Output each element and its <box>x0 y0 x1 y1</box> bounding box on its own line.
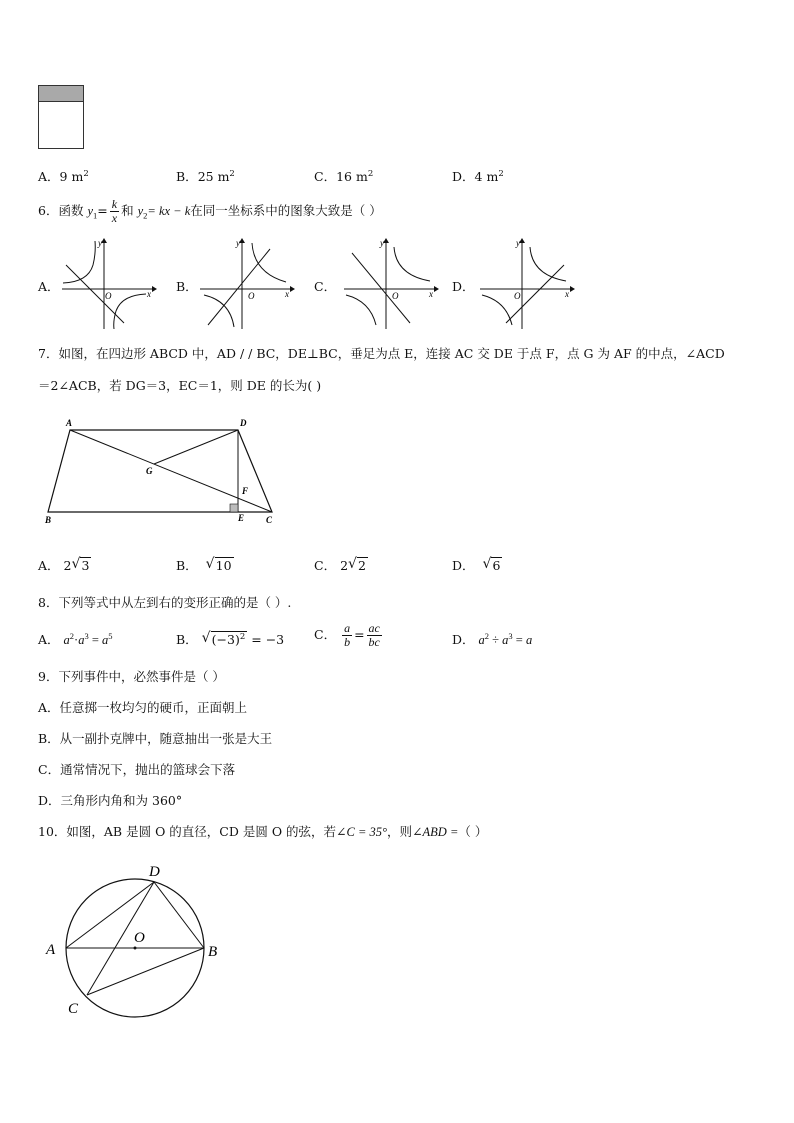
q6-option-c-label[interactable]: C． <box>314 279 337 294</box>
q7-option-a[interactable]: A． 2√ 3 <box>38 556 91 574</box>
q7-label-a: A <box>66 418 73 428</box>
q7-quadrilateral-figure <box>40 414 290 530</box>
q10-label-c: C <box>68 1001 79 1017</box>
q6-stem: 6．函数 $y_1=$ $\frac{k}{x}$ 和 $y_2=$ kx − k在同一坐标系中的图象大致是（ ） <box>38 197 382 225</box>
q7-option-b[interactable]: B． √ 10 <box>176 556 234 574</box>
q6-d-x-label: x <box>565 289 569 299</box>
q5-option-b[interactable]: B．25 $m^2$ <box>176 168 235 184</box>
q6-graph-a <box>58 235 158 331</box>
q7-stem-line1: 7．如图，在四边形 ABCD 中，AD / / BC，DE⊥BC，垂足为点 E，连接 AC 交 DE 于点 F，点 G 为 AF 的中点，∠ACD <box>38 346 725 361</box>
q6-option-d-label[interactable]: D． <box>452 279 475 294</box>
q7-option-d[interactable]: D． √ 6 <box>452 556 502 574</box>
q6-a-x-label: x <box>147 289 151 299</box>
q6-a-origin: O <box>105 291 112 301</box>
q9-option-a[interactable]: A．任意掷一枚均匀的硬币，正面朝上 <box>38 700 248 715</box>
shaded-rectangle-top <box>38 85 84 102</box>
q10-label-o: O <box>134 930 145 946</box>
q7-label-g: G <box>146 466 153 476</box>
q10-label-d: D <box>149 864 160 880</box>
q5-option-c[interactable]: C．16 $m^2$ <box>314 168 374 184</box>
q7-stem-line2: ＝2∠ACB，若 DG＝3，EC＝1，则 DE 的长为( ) <box>38 378 322 393</box>
q7-label-e: E <box>238 513 245 523</box>
q7-label-f: F <box>242 486 249 496</box>
q6-b-origin: O <box>248 291 255 301</box>
q7-option-c[interactable]: C． 2√ 2 <box>314 556 368 574</box>
q10-circle-figure <box>40 858 240 1020</box>
q7-label-c: C <box>266 515 273 525</box>
q8-option-b[interactable]: B． √ $(-3)^2 = -3$ <box>176 630 284 648</box>
q10-label-b: B <box>208 944 218 960</box>
q8-option-c[interactable]: C． $\frac{a}{b}$ = $\frac{ac}{bc}$ <box>314 621 380 649</box>
q9-option-b[interactable]: B．从一副扑克牌中，随意抽出一张是大王 <box>38 731 273 746</box>
q6-b-y-label: y <box>236 238 240 248</box>
q9-option-d[interactable]: D．三角形内角和为 360° <box>38 793 183 808</box>
q8-option-a[interactable]: A． $a^2\cdot a^3 = a^5$ <box>38 630 113 647</box>
q6-graph-d <box>476 235 576 331</box>
q6-option-a-label[interactable]: A． <box>38 279 60 294</box>
q7-label-b: B <box>45 515 52 525</box>
q6-b-x-label: x <box>285 289 289 299</box>
q9-option-c[interactable]: C．通常情况下，抛出的篮球会下落 <box>38 762 236 777</box>
q6-c-x-label: x <box>429 289 433 299</box>
q10-label-a: A <box>46 942 56 958</box>
q6-a-y-label: y <box>98 238 102 248</box>
q6-c-origin: O <box>392 291 399 301</box>
q6-graph-c <box>340 235 440 331</box>
q10-stem: 10．如图，AB 是圆 O 的直径，CD 是圆 O 的弦，若∠C = 35°，则∠ABD =（ ） <box>38 824 488 839</box>
q6-d-origin: O <box>514 291 521 301</box>
q9-stem: 9．下列事件中，必然事件是（ ） <box>38 669 225 684</box>
q7-label-d: D <box>240 418 247 428</box>
q5-option-a[interactable]: A．9 $m^2$ <box>38 168 89 184</box>
q8-stem: 8．下列等式中从左到右的变形正确的是（ ）. <box>38 595 292 610</box>
q6-c-y-label: y <box>380 238 384 248</box>
q6-d-y-label: y <box>516 238 520 248</box>
q6-option-b-label[interactable]: B． <box>176 279 198 294</box>
q8-option-d[interactable]: D． $a^2 \div a^3 = a$ <box>452 630 533 647</box>
q6-graph-b <box>196 235 296 331</box>
q5-option-d[interactable]: D．4 $m^2$ <box>452 168 504 184</box>
rectangle-figure <box>38 101 84 149</box>
